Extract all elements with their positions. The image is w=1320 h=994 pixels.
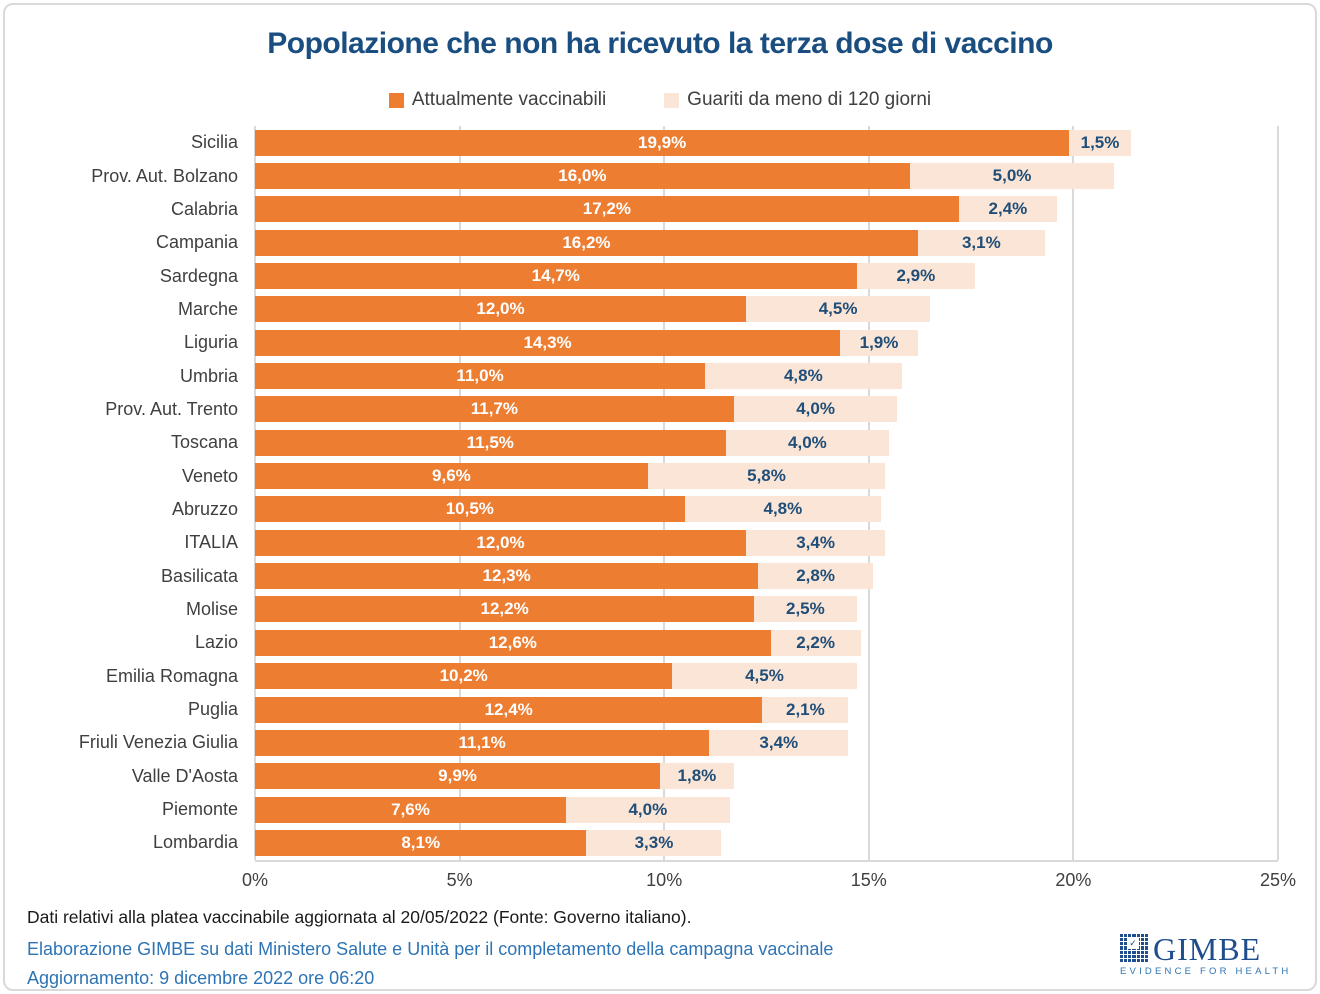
region-label: Liguria: [183, 332, 238, 353]
bar-value-label: 12,0%: [476, 299, 525, 319]
bar-row: [5, 293, 1320, 326]
region-label: Puglia: [187, 699, 238, 720]
bar-value-label: 7,6%: [391, 799, 430, 819]
region-label: Emilia Romagna: [105, 665, 238, 686]
bar-value-label: 3,4%: [796, 532, 835, 552]
bar-segment-vaccinabili: [255, 330, 840, 356]
legend: [5, 89, 1315, 111]
bar-row: [5, 459, 1320, 492]
bar-segment-vaccinabili: [255, 496, 685, 522]
bar-value-label: 11,1%: [458, 732, 506, 752]
bar-segment-guariti: [1069, 130, 1130, 156]
bar-value-label: 12,3%: [482, 566, 531, 586]
bar-value-label: 3,3%: [634, 832, 674, 852]
bar-segment-vaccinabili: [255, 196, 959, 222]
gimbe-logo-check-icon: ✓: [1127, 937, 1139, 949]
gimbe-logo-text: GIMBE: [1153, 931, 1262, 967]
bar-segment-vaccinabili: [255, 530, 746, 556]
region-label: Sardegna: [159, 265, 238, 286]
bar-value-label: 16,0%: [558, 166, 607, 186]
bar-value-label: 19,9%: [638, 132, 687, 152]
bar-row: [5, 793, 1320, 826]
bar-value-label: 9,6%: [432, 466, 471, 486]
bar-segment-guariti: [586, 830, 721, 856]
bar-value-label: 16,2%: [562, 232, 611, 252]
bar-value-label: 2,5%: [785, 599, 825, 619]
region-label: Sicilia: [190, 132, 238, 153]
bar-track: [255, 463, 1278, 489]
bar-track: [255, 263, 1278, 289]
bar-value-label: 1,9%: [859, 332, 899, 352]
bar-track: [255, 830, 1278, 856]
gimbe-logo-tagline: EVIDENCE FOR HEALTH: [1120, 966, 1292, 977]
bar-segment-vaccinabili: [255, 230, 918, 256]
region-label: ITALIA: [184, 532, 238, 553]
x-axis-tick: 20%: [1055, 870, 1092, 890]
bar-track: [255, 230, 1278, 256]
bar-segment-guariti: [959, 196, 1057, 222]
bar-segment-guariti: [758, 563, 873, 589]
bar-value-label: 10,5%: [445, 499, 494, 519]
bar-segment-guariti: [746, 296, 930, 322]
bar-track: [255, 663, 1278, 689]
bar-value-label: 2,2%: [796, 632, 835, 652]
chart-title: Popolazione che non ha ricevuto la terza dose di vaccino: [267, 27, 1053, 60]
region-label: Umbria: [179, 365, 238, 386]
bar-segment-vaccinabili: [255, 596, 754, 622]
bar-row: [5, 559, 1320, 592]
bar-row: [5, 259, 1320, 292]
bar-segment-guariti: [648, 463, 885, 489]
bar-value-label: 4,5%: [745, 666, 784, 686]
bar-segment-guariti: [672, 663, 856, 689]
region-label: Veneto: [181, 465, 238, 486]
bar-track: [255, 196, 1278, 222]
bar-track: [255, 697, 1278, 723]
bar-segment-guariti: [910, 163, 1115, 189]
region-label: Calabria: [170, 198, 238, 219]
region-label: Prov. Aut. Trento: [105, 398, 238, 419]
bar-row: [5, 593, 1320, 626]
bar-value-label: 4,5%: [818, 299, 858, 319]
legend-swatch-icon: [389, 93, 404, 108]
bar-segment-vaccinabili: [255, 463, 648, 489]
bar-row: [5, 826, 1320, 859]
region-label: Molise: [185, 598, 238, 619]
bar-segment-vaccinabili: [255, 563, 758, 589]
bar-track: [255, 797, 1278, 823]
gimbe-logo-icon: [1120, 934, 1148, 962]
footer-note-source: Dati relativi alla platea vaccinabile aggiornata al 20/05/2022 (Fonte: Governo italiano).: [27, 907, 692, 927]
bar-value-label: 1,8%: [677, 766, 717, 786]
chart-panel: [3, 3, 1317, 991]
x-axis: [241, 870, 1297, 896]
region-label: Piemonte: [161, 799, 238, 820]
bar-row: [5, 426, 1320, 459]
bar-row: [5, 726, 1320, 759]
legend-item-0: [389, 89, 606, 111]
bar-value-label: 12,0%: [476, 532, 525, 552]
bar-segment-vaccinabili: [255, 130, 1069, 156]
bar-track: [255, 630, 1278, 656]
region-label: Valle D'Aosta: [131, 765, 238, 786]
bar-value-label: 4,0%: [628, 799, 668, 819]
bar-row: [5, 126, 1320, 159]
bar-track: [255, 763, 1278, 789]
region-label: Lombardia: [152, 832, 238, 853]
bar-value-label: 4,0%: [796, 399, 835, 419]
bar-segment-vaccinabili: [255, 163, 910, 189]
bar-segment-vaccinabili: [255, 263, 857, 289]
bar-segment-vaccinabili: [255, 630, 771, 656]
legend-swatch-icon: [664, 93, 679, 108]
bar-value-label: 12,6%: [488, 632, 537, 652]
region-label: Prov. Aut. Bolzano: [91, 165, 238, 186]
bar-segment-guariti: [771, 630, 861, 656]
bar-segment-guariti: [660, 763, 734, 789]
bar-segment-vaccinabili: [255, 830, 586, 856]
bar-segment-guariti: [709, 730, 848, 756]
bar-segment-guariti: [734, 396, 898, 422]
bar-value-label: 2,9%: [896, 266, 936, 286]
bar-row: [5, 193, 1320, 226]
bar-row: [5, 760, 1320, 793]
bar-value-label: 5,0%: [992, 166, 1032, 186]
bar-segment-guariti: [705, 363, 901, 389]
bar-track: [255, 363, 1278, 389]
bar-segment-vaccinabili: [255, 730, 709, 756]
bar-track: [255, 430, 1278, 456]
legend-item-1: [664, 89, 931, 111]
bar-value-label: 14,7%: [531, 266, 580, 286]
bar-segment-guariti: [566, 797, 730, 823]
x-axis-tick: 10%: [646, 870, 683, 890]
bar-value-label: 11,5%: [466, 432, 514, 452]
region-label: Lazio: [194, 632, 238, 653]
bar-segment-guariti: [754, 596, 856, 622]
region-label: Friuli Venezia Giulia: [78, 732, 238, 753]
bar-row: [5, 660, 1320, 693]
bar-track: [255, 130, 1278, 156]
bar-track: [255, 396, 1278, 422]
bar-rows: [5, 126, 1320, 860]
bar-value-label: 9,9%: [438, 766, 477, 786]
bar-segment-vaccinabili: [255, 697, 762, 723]
footer-note-update: Aggiornamento: 9 dicembre 2022 ore 06:20: [27, 968, 375, 988]
bar-track: [255, 596, 1278, 622]
bar-value-label: 17,2%: [582, 199, 631, 219]
region-label: Marche: [177, 298, 238, 319]
bar-value-label: 4,8%: [783, 366, 823, 386]
region-label: Campania: [155, 232, 238, 253]
bar-row: [5, 359, 1320, 392]
bar-track: [255, 330, 1278, 356]
bar-segment-guariti: [762, 697, 848, 723]
stacked-bar-chart: [5, 126, 1320, 891]
bar-segment-vaccinabili: [255, 763, 660, 789]
bar-value-label: 5,8%: [747, 466, 786, 486]
bar-segment-guariti: [726, 430, 890, 456]
bar-segment-vaccinabili: [255, 363, 705, 389]
x-axis-tick: 0%: [241, 870, 269, 890]
bar-value-label: 11,7%: [470, 399, 518, 419]
x-axis-tick: 25%: [1259, 870, 1297, 890]
bar-track: [255, 163, 1278, 189]
bar-track: [255, 530, 1278, 556]
x-axis-tick: 15%: [850, 870, 887, 890]
bar-row: [5, 526, 1320, 559]
bar-segment-vaccinabili: [255, 430, 726, 456]
bar-value-label: 1,5%: [1080, 132, 1120, 152]
bar-segment-guariti: [918, 230, 1045, 256]
gimbe-logo: [1120, 931, 1292, 977]
region-label: Basilicata: [160, 565, 238, 586]
bar-value-label: 12,2%: [480, 599, 529, 619]
bar-track: [255, 563, 1278, 589]
bar-row: [5, 493, 1320, 526]
bar-value-label: 2,8%: [796, 566, 835, 586]
bar-value-label: 4,0%: [788, 432, 827, 452]
bar-track: [255, 496, 1278, 522]
bar-segment-vaccinabili: [255, 797, 566, 823]
bar-value-label: 2,4%: [988, 199, 1028, 219]
region-label: Toscana: [170, 432, 238, 453]
bar-value-label: 8,1%: [401, 832, 441, 852]
bar-segment-guariti: [857, 263, 976, 289]
bar-row: [5, 626, 1320, 659]
bar-value-label: 3,4%: [759, 732, 799, 752]
bar-segment-vaccinabili: [255, 396, 734, 422]
bar-track: [255, 730, 1278, 756]
bar-segment-guariti: [840, 330, 918, 356]
bar-row: [5, 159, 1320, 192]
bar-value-label: 3,1%: [961, 232, 1001, 252]
bar-segment-guariti: [746, 530, 885, 556]
footer-note-elaboration: Elaborazione GIMBE su dati Ministero Salute e Unità per il completamento della campagna vaccinale: [27, 939, 834, 959]
bar-value-label: 12,4%: [484, 699, 533, 719]
region-label: Abruzzo: [171, 498, 238, 519]
bar-row: [5, 693, 1320, 726]
bar-segment-vaccinabili: [255, 296, 746, 322]
bar-value-label: 2,1%: [785, 699, 825, 719]
legend-label: Attualmente vaccinabili: [411, 89, 607, 110]
bar-value-label: 14,3%: [523, 332, 572, 352]
bar-value-label: 10,2%: [439, 666, 488, 686]
bar-row: [5, 226, 1320, 259]
bar-row: [5, 326, 1320, 359]
legend-label: Guariti da meno di 120 giorni: [687, 89, 932, 110]
bar-segment-guariti: [685, 496, 881, 522]
bar-value-label: 4,8%: [763, 499, 803, 519]
x-axis-tick: 5%: [446, 870, 473, 890]
bar-segment-vaccinabili: [255, 663, 672, 689]
bar-row: [5, 393, 1320, 426]
bar-track: [255, 296, 1278, 322]
bar-value-label: 11,0%: [456, 366, 504, 386]
